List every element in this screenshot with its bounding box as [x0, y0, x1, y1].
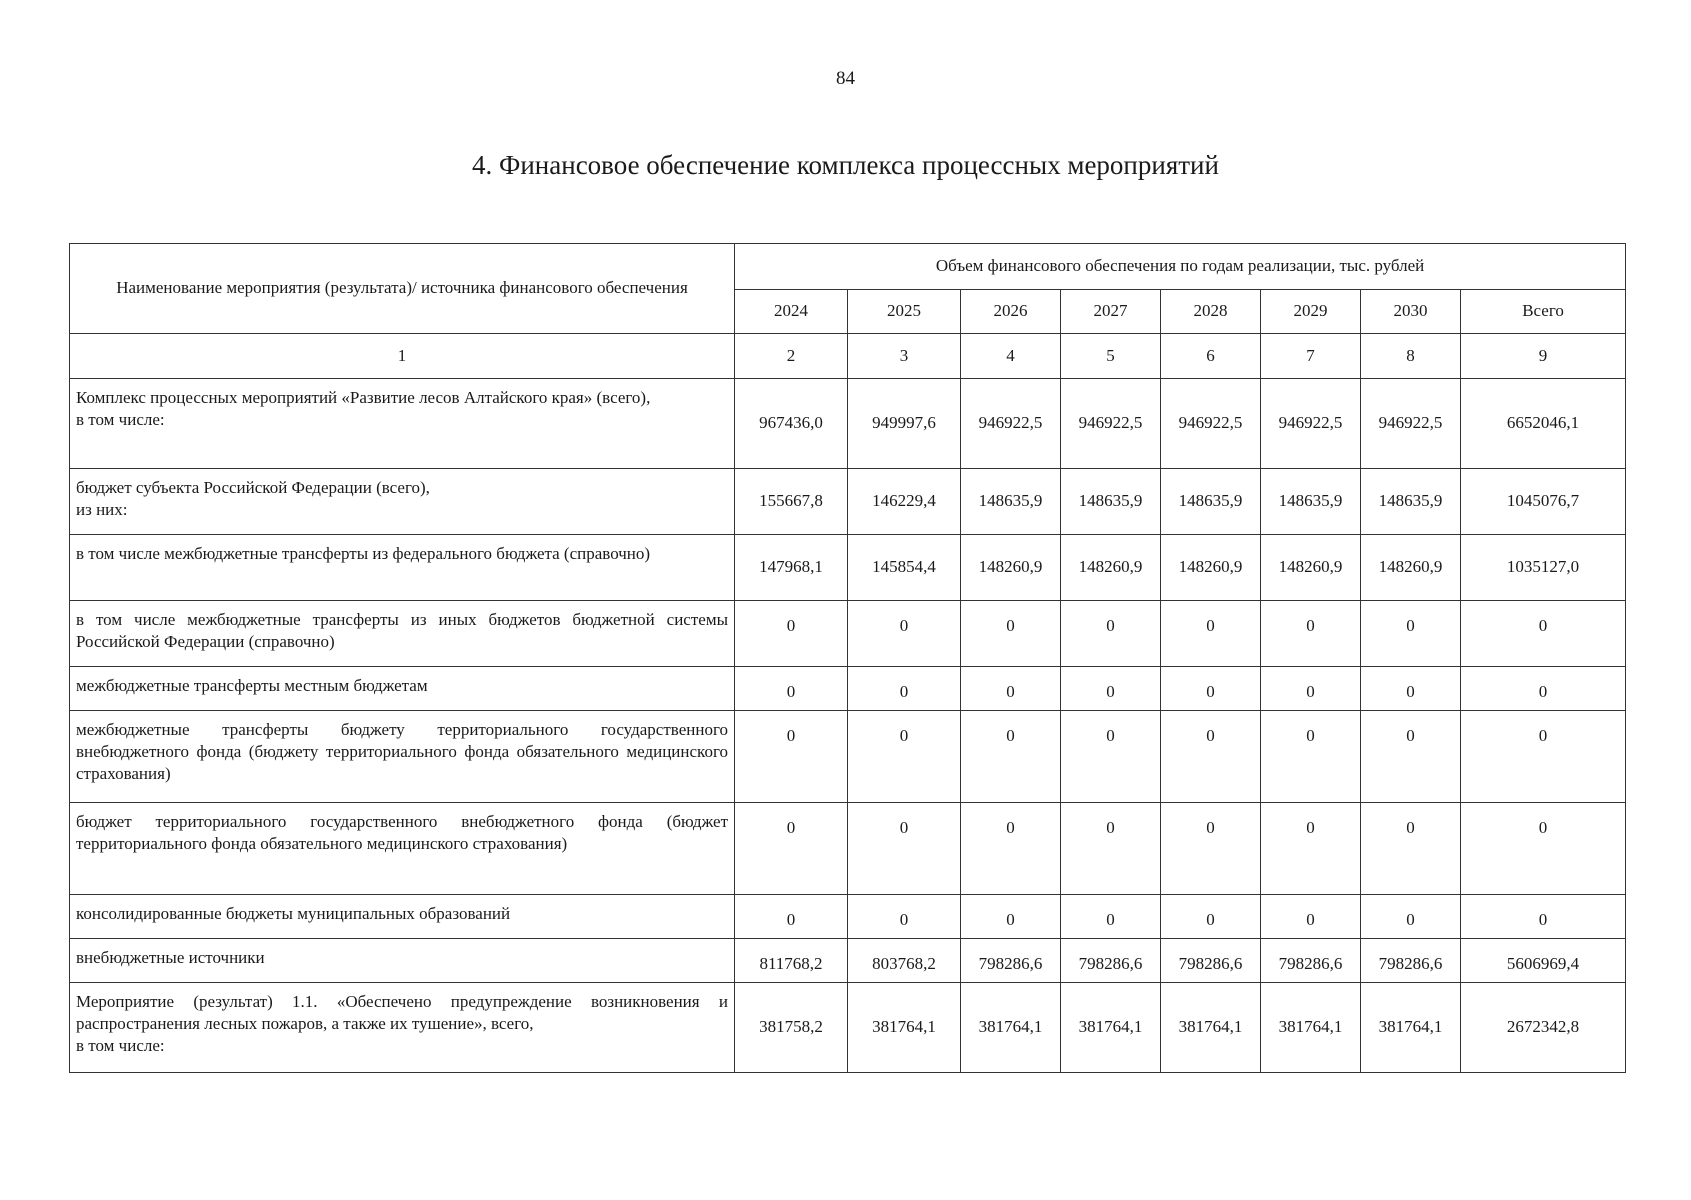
value-cell: 0	[1361, 803, 1461, 895]
page-number: 84	[836, 68, 855, 89]
value-cell: 381764,1	[1261, 983, 1361, 1073]
column-number: 7	[1261, 334, 1361, 379]
value-cell: 155667,8	[735, 469, 848, 535]
row-name-cell	[70, 983, 735, 1073]
value-cell: 381758,2	[735, 983, 848, 1073]
value-cell: 798286,6	[1161, 939, 1261, 983]
row-name-line: межбюджетные трансферты бюджету территориального государственного внебюджетного фонда (бюджету территориального фонда обязательного медицинского страхования)	[76, 720, 728, 784]
value-cell: 146229,4	[848, 469, 961, 535]
value-cell: 0	[1061, 895, 1161, 939]
value-cell: 946922,5	[961, 379, 1061, 469]
value-cell: 0	[848, 803, 961, 895]
column-number: 4	[961, 334, 1061, 379]
total-value-cell: 1045076,7	[1461, 469, 1626, 535]
total-value-cell: 0	[1461, 895, 1626, 939]
value-cell: 148635,9	[1261, 469, 1361, 535]
value-cell: 0	[1061, 601, 1161, 667]
row-name-line: в том числе межбюджетные трансферты из иных бюджетов бюджетной системы Российской Федерации (справочно)	[76, 610, 728, 652]
table-row	[70, 803, 1626, 895]
column-number: 1	[70, 334, 735, 379]
table-row	[70, 939, 1626, 983]
value-cell: 0	[735, 711, 848, 803]
value-cell: 798286,6	[1261, 939, 1361, 983]
row-name-cell	[70, 667, 735, 711]
column-number: 3	[848, 334, 961, 379]
row-name-line: в том числе:	[76, 410, 165, 430]
value-cell: 0	[1261, 803, 1361, 895]
value-cell: 946922,5	[1361, 379, 1461, 469]
value-cell: 381764,1	[961, 983, 1061, 1073]
total-value-cell: 2672342,8	[1461, 983, 1626, 1073]
column-number: 2	[735, 334, 848, 379]
value-cell: 0	[735, 895, 848, 939]
total-value-cell: 0	[1461, 601, 1626, 667]
value-cell: 803768,2	[848, 939, 961, 983]
total-value-cell: 0	[1461, 667, 1626, 711]
value-cell: 148260,9	[1161, 535, 1261, 601]
value-cell: 0	[1061, 667, 1161, 711]
value-cell: 946922,5	[1061, 379, 1161, 469]
year-header: 2029	[1261, 290, 1361, 334]
row-name-line: из них:	[76, 500, 128, 520]
financing-table	[69, 243, 1626, 1073]
table-row	[70, 469, 1626, 535]
year-header: 2028	[1161, 290, 1261, 334]
value-cell: 946922,5	[1261, 379, 1361, 469]
value-cell: 0	[1261, 711, 1361, 803]
table-row	[70, 983, 1626, 1073]
value-cell: 811768,2	[735, 939, 848, 983]
value-cell: 0	[1161, 803, 1261, 895]
value-cell: 0	[1261, 601, 1361, 667]
value-cell: 148260,9	[1261, 535, 1361, 601]
total-value-cell: 5606969,4	[1461, 939, 1626, 983]
value-cell: 0	[961, 667, 1061, 711]
value-cell: 0	[735, 803, 848, 895]
value-cell: 0	[961, 895, 1061, 939]
value-cell: 0	[1161, 601, 1261, 667]
value-cell: 381764,1	[1061, 983, 1161, 1073]
row-name-line: Комплекс процессных мероприятий «Развитие лесов Алтайского края» (всего),	[76, 388, 651, 407]
total-value-cell: 1035127,0	[1461, 535, 1626, 601]
value-cell: 967436,0	[735, 379, 848, 469]
row-name-line: межбюджетные трансферты местным бюджетам	[76, 676, 428, 695]
value-cell: 798286,6	[961, 939, 1061, 983]
value-cell: 0	[848, 667, 961, 711]
row-name-line: консолидированные бюджеты муниципальных образований	[76, 904, 511, 923]
value-cell: 0	[848, 711, 961, 803]
value-cell: 148635,9	[961, 469, 1061, 535]
year-header: 2030	[1361, 290, 1461, 334]
year-header: 2025	[848, 290, 961, 334]
value-cell: 0	[1361, 895, 1461, 939]
value-cell: 0	[1361, 601, 1461, 667]
table-row	[70, 535, 1626, 601]
value-cell: 949997,6	[848, 379, 961, 469]
row-name-cell	[70, 939, 735, 983]
value-cell: 0	[1261, 667, 1361, 711]
table-row	[70, 601, 1626, 667]
row-name-cell	[70, 535, 735, 601]
header-name-cell: Наименование мероприятия (результата)/ источника финансового обеспечения	[70, 244, 735, 334]
value-cell: 381764,1	[1361, 983, 1461, 1073]
value-cell: 0	[961, 711, 1061, 803]
column-number: 8	[1361, 334, 1461, 379]
row-name-line: бюджет территориального государственного внебюджетного фонда (бюджет территориального фонда обязательного медицинского страхования)	[76, 812, 728, 854]
value-cell: 0	[1061, 803, 1161, 895]
value-cell: 381764,1	[848, 983, 961, 1073]
total-value-cell: 0	[1461, 803, 1626, 895]
row-name-line: Мероприятие (результат) 1.1. «Обеспечено предупреждение возникновения и распространения лесных пожаров, а также их тушение», всего,	[76, 992, 728, 1034]
row-name-cell	[70, 379, 735, 469]
value-cell: 798286,6	[1061, 939, 1161, 983]
table-row	[70, 711, 1626, 803]
row-name-line: в том числе межбюджетные трансферты из федерального бюджета (справочно)	[76, 544, 651, 563]
value-cell: 148635,9	[1161, 469, 1261, 535]
value-cell: 0	[1161, 895, 1261, 939]
column-number: 6	[1161, 334, 1261, 379]
value-cell: 0	[735, 667, 848, 711]
value-cell: 148260,9	[961, 535, 1061, 601]
header-volume-cell: Объем финансового обеспечения по годам реализации, тыс. рублей	[735, 244, 1626, 290]
value-cell: 381764,1	[1161, 983, 1261, 1073]
section-title: 4. Финансовое обеспечение комплекса процессных мероприятий	[472, 150, 1219, 180]
value-cell: 0	[1161, 711, 1261, 803]
year-header: 2026	[961, 290, 1061, 334]
value-cell: 148260,9	[1061, 535, 1161, 601]
total-value-cell: 6652046,1	[1461, 379, 1626, 469]
total-value-cell: 0	[1461, 711, 1626, 803]
value-cell: 147968,1	[735, 535, 848, 601]
value-cell: 0	[848, 601, 961, 667]
value-cell: 0	[735, 601, 848, 667]
column-number: 9	[1461, 334, 1626, 379]
value-cell: 0	[1261, 895, 1361, 939]
value-cell: 148260,9	[1361, 535, 1461, 601]
table-row	[70, 379, 1626, 469]
value-cell: 0	[1361, 711, 1461, 803]
column-number-row	[70, 334, 1626, 379]
column-number: 5	[1061, 334, 1161, 379]
value-cell: 148635,9	[1061, 469, 1161, 535]
year-header: 2024	[735, 290, 848, 334]
row-name-line: бюджет субъекта Российской Федерации (всего),	[76, 478, 430, 497]
value-cell: 0	[1161, 667, 1261, 711]
row-name-line: внебюджетные источники	[76, 948, 265, 967]
row-name-cell	[70, 601, 735, 667]
row-name-line: в том числе:	[76, 1036, 165, 1056]
value-cell: 0	[1361, 667, 1461, 711]
year-header: 2027	[1061, 290, 1161, 334]
row-name-cell	[70, 469, 735, 535]
total-header: Всего	[1461, 290, 1626, 334]
value-cell: 0	[961, 803, 1061, 895]
row-name-cell	[70, 895, 735, 939]
row-name-cell	[70, 711, 735, 803]
value-cell: 798286,6	[1361, 939, 1461, 983]
value-cell: 0	[848, 895, 961, 939]
value-cell: 0	[1061, 711, 1161, 803]
value-cell: 145854,4	[848, 535, 961, 601]
table-row	[70, 895, 1626, 939]
value-cell: 148635,9	[1361, 469, 1461, 535]
value-cell: 946922,5	[1161, 379, 1261, 469]
table-row	[70, 667, 1626, 711]
value-cell: 0	[961, 601, 1061, 667]
row-name-cell	[70, 803, 735, 895]
